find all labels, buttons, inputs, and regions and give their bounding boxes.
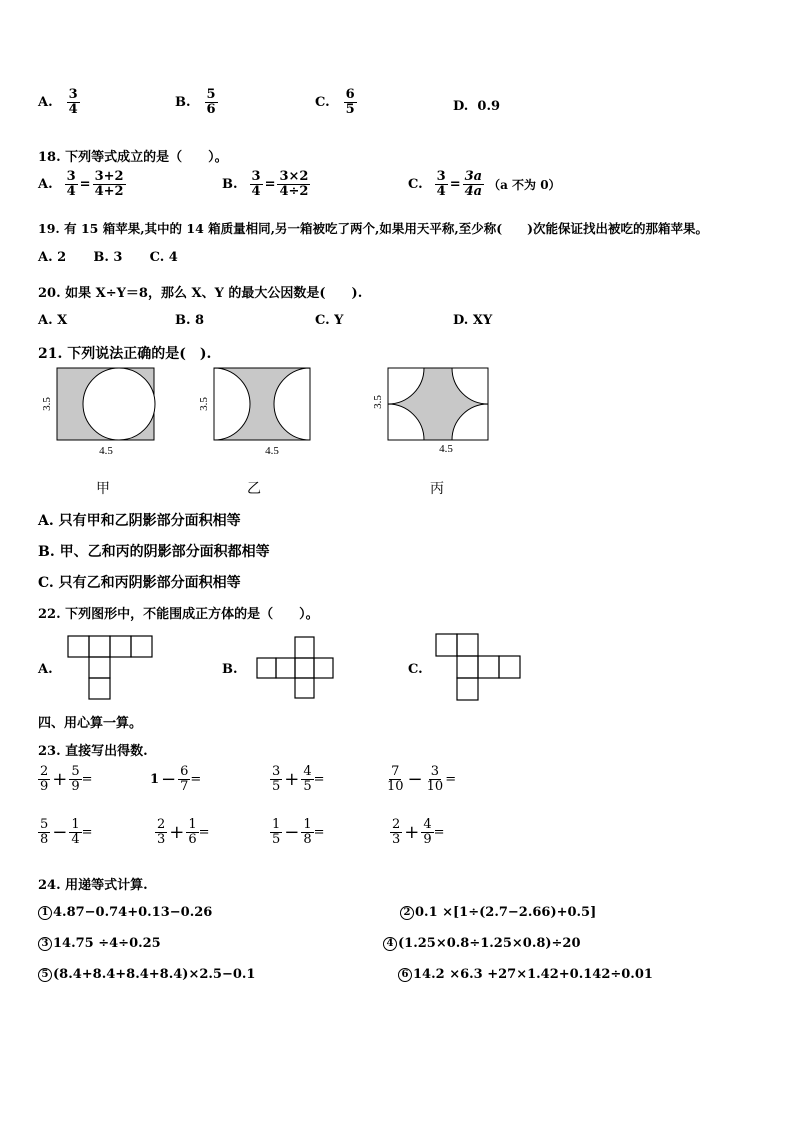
q18-option-a: A. $\frac{3}{4}$ = $\frac{3+2}{4+2}$ bbox=[38, 169, 124, 200]
q23-item-6: $\frac{2}{3}$ + $\frac{1}{6}$ = bbox=[157, 817, 210, 848]
circled-number: 1 bbox=[38, 906, 52, 920]
q22-stem: 22. 下列图形中，不能围成正方体的是（ ）。 bbox=[38, 607, 319, 622]
q19-options: A. 2 B. 3 C. 4 bbox=[38, 250, 178, 265]
fraction: $\frac{5}{8}$ bbox=[40, 817, 49, 848]
figure-name-bing: 丙 bbox=[430, 481, 444, 497]
q17-option-c: C. $\frac{6}{5}$ bbox=[315, 87, 355, 118]
figure-name-yi: 乙 bbox=[247, 481, 261, 497]
side-label: 3.5 bbox=[41, 397, 53, 411]
q22-label-a: A. bbox=[38, 662, 53, 677]
fraction: $\frac{4}{9}$ bbox=[423, 817, 432, 848]
q20-option-c: C. Y bbox=[315, 313, 344, 328]
fraction: $\frac{6}{7}$ bbox=[180, 764, 189, 795]
fraction: $\frac{3}{4}$ bbox=[436, 169, 446, 200]
net-a bbox=[68, 636, 152, 699]
q23-stem: 23. 直接写出得数. bbox=[38, 744, 148, 759]
figure-name-jia: 甲 bbox=[96, 481, 110, 497]
net-b bbox=[257, 637, 333, 698]
fraction: $\frac{3}{4}$ bbox=[68, 87, 78, 118]
fraction: $\frac{2}{3}$ bbox=[157, 817, 166, 848]
fraction: $\frac{6}{5}$ bbox=[345, 87, 355, 118]
figure-yi bbox=[198, 368, 310, 457]
bottom-label: 4.5 bbox=[439, 443, 453, 455]
q23-item-5: $\frac{5}{8}$ − $\frac{1}{4}$ = bbox=[40, 817, 93, 848]
fraction: $\frac{2}{3}$ bbox=[392, 817, 401, 848]
fraction: $\frac{5}{6}$ bbox=[206, 87, 216, 118]
net-c bbox=[436, 634, 520, 700]
fraction: $\frac{1}{4}$ bbox=[71, 817, 80, 848]
q24-item-3: 3 14.75 ÷4÷0.25 bbox=[38, 936, 161, 951]
q24-item-2: 2 0.1 ×[1÷(2.7−2.66)+0.5] bbox=[400, 905, 596, 920]
q24-item-1: 1 4.87−0.74+0.13−0.26 bbox=[38, 905, 212, 920]
fraction: $\frac{4}{5}$ bbox=[303, 764, 312, 795]
q21-option-b: B. 甲、乙和丙的阴影部分面积都相等 bbox=[38, 544, 270, 560]
q23-item-4: $\frac{7}{10}$ − $\frac{3}{10}$ = bbox=[387, 764, 457, 795]
fraction: $\frac{3}{4}$ bbox=[66, 169, 76, 200]
q18-option-b: B. $\frac{3}{4}$ = $\frac{3\times 2}{4\div 2}$ bbox=[222, 169, 309, 200]
q21-option-a: A. 只有甲和乙阴影部分面积相等 bbox=[38, 513, 241, 529]
q18-option-c: C. $\frac{3}{4}$ = $\frac{3a}{4a}$ （a 不为 0） bbox=[408, 169, 561, 200]
fraction: $\frac{3}{5}$ bbox=[272, 764, 281, 795]
fraction: $\frac{3}{10}$ bbox=[426, 764, 444, 795]
circled-number: 4 bbox=[383, 937, 397, 951]
q21-option-c: C. 只有乙和丙阴影部分面积相等 bbox=[38, 575, 241, 591]
q21-figures bbox=[36, 362, 516, 472]
circled-number: 6 bbox=[398, 968, 412, 982]
q21-stem: 21. 下列说法正确的是( ). bbox=[38, 346, 212, 362]
q22-label-c: C. bbox=[408, 662, 423, 677]
figure-jia bbox=[41, 368, 155, 457]
fraction: $\frac{5}{9}$ bbox=[71, 764, 80, 795]
q19-stem: 19. 有 15 箱苹果,其中的 14 箱质量相同,另一箱被吃了两个,如果用天平称,至少称( )次能保证找出被吃的那箱苹果。 bbox=[38, 221, 709, 236]
fraction: $\frac{1}{6}$ bbox=[188, 817, 197, 848]
circle bbox=[83, 368, 155, 440]
fraction: $\frac{3+2}{4+2}$ bbox=[94, 169, 124, 200]
q18-stem: 18. 下列等式成立的是（ ）。 bbox=[38, 150, 228, 165]
fraction: $\frac{7}{10}$ bbox=[387, 764, 404, 795]
figure-bing bbox=[372, 368, 488, 455]
q23-item-7: $\frac{1}{5}$ − $\frac{1}{8}$ = bbox=[272, 817, 325, 848]
q22-nets bbox=[60, 630, 530, 705]
q17-option-d: D. 0.9 bbox=[453, 99, 501, 114]
section-heading: 四、用心算一算。 bbox=[38, 716, 143, 731]
fraction: $\frac{1}{5}$ bbox=[272, 817, 281, 848]
circled-number: 3 bbox=[38, 937, 52, 951]
q20-option-a: A. X bbox=[38, 313, 68, 328]
fraction: $\frac{2}{9}$ bbox=[40, 764, 49, 795]
q24-item-6: 6 14.2 ×6.3 +27×1.42+0.142÷0.01 bbox=[398, 967, 653, 982]
q20-option-b: B. 8 bbox=[175, 313, 205, 328]
q24-item-4: 4 (1.25×0.8÷1.25×0.8)÷20 bbox=[383, 936, 581, 951]
q24-stem: 24. 用递等式计算. bbox=[38, 878, 148, 893]
q20-option-d: D. XY bbox=[453, 313, 493, 328]
side-label: 3.5 bbox=[198, 397, 210, 411]
fraction: $\frac{1}{8}$ bbox=[303, 817, 312, 848]
q17-option-b: B. $\frac{5}{6}$ bbox=[175, 87, 216, 118]
bottom-label: 4.5 bbox=[265, 445, 279, 457]
q23-item-2: 1 − $\frac{6}{7}$ = bbox=[150, 764, 202, 795]
q23-item-8: $\frac{2}{3}$ + $\frac{4}{9}$ = bbox=[392, 817, 445, 848]
circled-number: 5 bbox=[38, 968, 52, 982]
q20-stem: 20. 如果 X÷Y＝8，那么 X、Y 的最大公因数是( ). bbox=[38, 286, 363, 301]
q23-item-3: $\frac{3}{5}$ + $\frac{4}{5}$ = bbox=[272, 764, 325, 795]
q22-label-b: B. bbox=[222, 662, 238, 677]
side-label: 3.5 bbox=[372, 395, 384, 409]
q24-item-5: 5 (8.4+8.4+8.4+8.4)×2.5−0.1 bbox=[38, 967, 255, 982]
fraction: $\frac{3\times 2}{4\div 2}$ bbox=[279, 169, 309, 200]
bottom-label: 4.5 bbox=[99, 445, 113, 457]
fraction: $\frac{3a}{4a}$ bbox=[464, 169, 483, 200]
fraction: $\frac{3}{4}$ bbox=[251, 169, 261, 200]
q23-item-1: $\frac{2}{9}$ + $\frac{5}{9}$ = bbox=[40, 764, 93, 795]
circled-number: 2 bbox=[400, 906, 414, 920]
q17-option-a: A. $\frac{3}{4}$ bbox=[38, 87, 78, 118]
